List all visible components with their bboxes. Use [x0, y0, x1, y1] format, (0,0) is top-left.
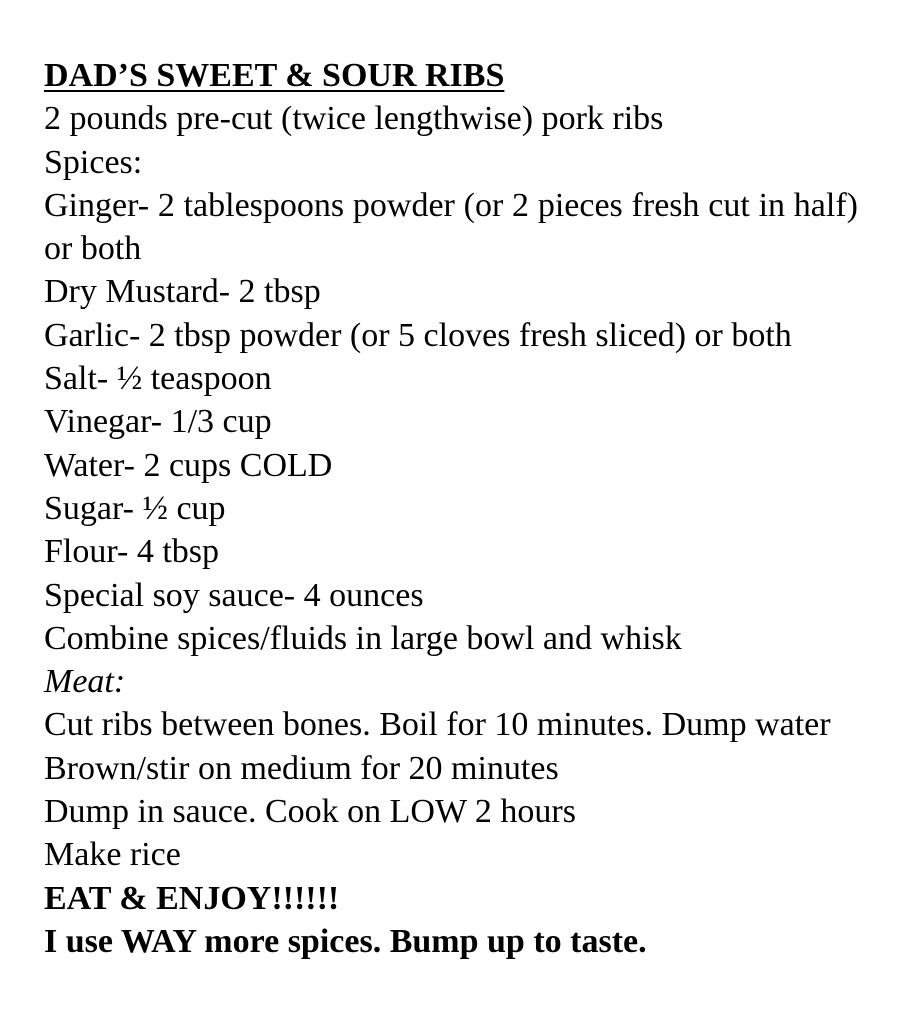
step-line: Cut ribs between bones. Boil for 10 minutes. Dump water: [44, 706, 831, 744]
combine-instruction: Combine spices/fluids in large bowl and whisk: [44, 619, 682, 657]
ingredient-line: Salt- ½ teaspoon: [44, 360, 272, 398]
ingredient-line: Sugar- ½ cup: [44, 489, 226, 527]
ingredient-line: Ginger- 2 tablespoons powder (or 2 pieces fresh cut in half) or both: [44, 186, 858, 268]
step-line: Dump in sauce. Cook on LOW 2 hours: [44, 793, 576, 831]
recipe-document: [44, 54, 858, 963]
ingredient-line: Flour- 4 tbsp: [44, 533, 219, 571]
meat-heading: Meat:: [44, 663, 126, 701]
ingredient-line: Dry Mustard- 2 tbsp: [44, 273, 321, 311]
step-line: Make rice: [44, 836, 181, 874]
step-line: Brown/stir on medium for 20 minutes: [44, 749, 559, 787]
ingredient-line: Special soy sauce- 4 ounces: [44, 576, 424, 614]
ingredient-line: Water- 2 cups COLD: [44, 446, 333, 484]
ingredient-line: Vinegar- 1/3 cup: [44, 403, 272, 441]
enjoy-line: EAT & ENJOY!!!!!!: [44, 879, 340, 917]
spices-heading: Spices:: [44, 143, 143, 181]
tip-line: I use WAY more spices. Bump up to taste.: [44, 922, 647, 960]
ingredient-line: Garlic- 2 tbsp powder (or 5 cloves fresh sliced) or both: [44, 316, 792, 354]
recipe-title: DAD’S SWEET & SOUR RIBS: [44, 57, 505, 94]
ribs-line: 2 pounds pre-cut (twice lengthwise) pork ribs: [44, 100, 664, 138]
